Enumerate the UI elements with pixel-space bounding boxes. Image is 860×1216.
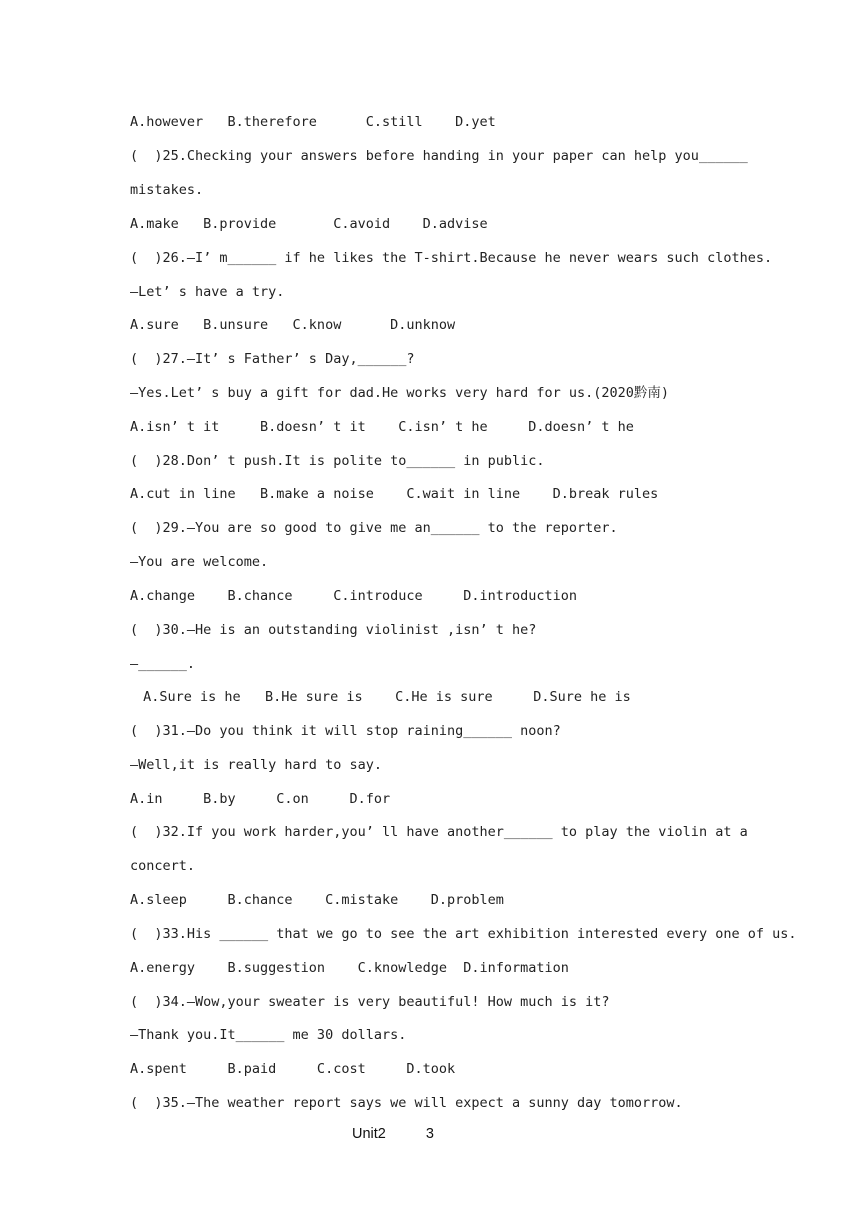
text-line: ( )27.—It’ s Father’ s Day,______? [130,351,415,367]
text-line: A.make B.provide C.avoid D.advise [130,216,488,232]
text-line: —Let’ s have a try. [130,284,285,300]
text-line: —You are welcome. [130,554,269,570]
text-line: A.Sure is he B.He sure is C.He is sure D.Sure he is [135,689,631,705]
text-line: A.however B.therefore C.still D.yet [130,114,496,130]
text-line: ( )29.—You are so good to give me an______ to the reporter. [130,520,618,536]
text-line: A.in B.by C.on D.for [130,791,391,807]
text-line: ( )26.—I’ m______ if he likes the T-shirt.Because he never wears such clothes. [130,250,773,266]
text-line: mistakes. [130,182,204,198]
text-line: ( )35.—The weather report says we will expect a sunny day tomorrow. [130,1095,683,1111]
text-line: —______. [130,656,196,672]
footer-page-number: 3 [425,1126,434,1142]
footer-unit: Unit2 [352,1126,386,1142]
text-line: —Yes.Let’ s buy a gift for dad.He works very hard for us.(2020黔南) [130,385,670,401]
text-line: ( )25.Checking your answers before handing in your paper can help you______ [130,148,748,164]
text-line: ( )30.—He is an outstanding violinist ,isn’ t he? [130,622,537,638]
text-line: A.energy B.suggestion C.knowledge D.information [130,960,569,976]
text-line: A.change B.chance C.introduce D.introduction [130,588,578,604]
page-footer [352,1126,434,1142]
text-line: A.sure B.unsure C.know D.unknow [130,317,456,333]
text-line: ( )32.If you work harder,you’ ll have another______ to play the violin at a [130,824,748,840]
text-line: ( )31.—Do you think it will stop raining______ noon? [130,723,561,739]
text-line: A.spent B.paid C.cost D.took [130,1061,456,1077]
text-line: ( )28.Don’ t push.It is polite to______ in public. [130,453,545,469]
text-line: ( )34.—Wow,your sweater is very beautiful! How much is it? [130,994,610,1010]
text-line: concert. [130,858,196,874]
text-line: A.sleep B.chance C.mistake D.problem [130,892,504,908]
text-line: A.cut in line B.make a noise C.wait in line D.break rules [130,486,659,502]
text-line: A.isn’ t it B.doesn’ t it C.isn’ t he D.doesn’ t he [130,419,634,435]
text-line: —Well,it is really hard to say. [130,757,382,773]
text-line: ( )33.His ______ that we go to see the art exhibition interested every one of us. [130,926,797,942]
text-line: —Thank you.It______ me 30 dollars. [130,1027,407,1043]
